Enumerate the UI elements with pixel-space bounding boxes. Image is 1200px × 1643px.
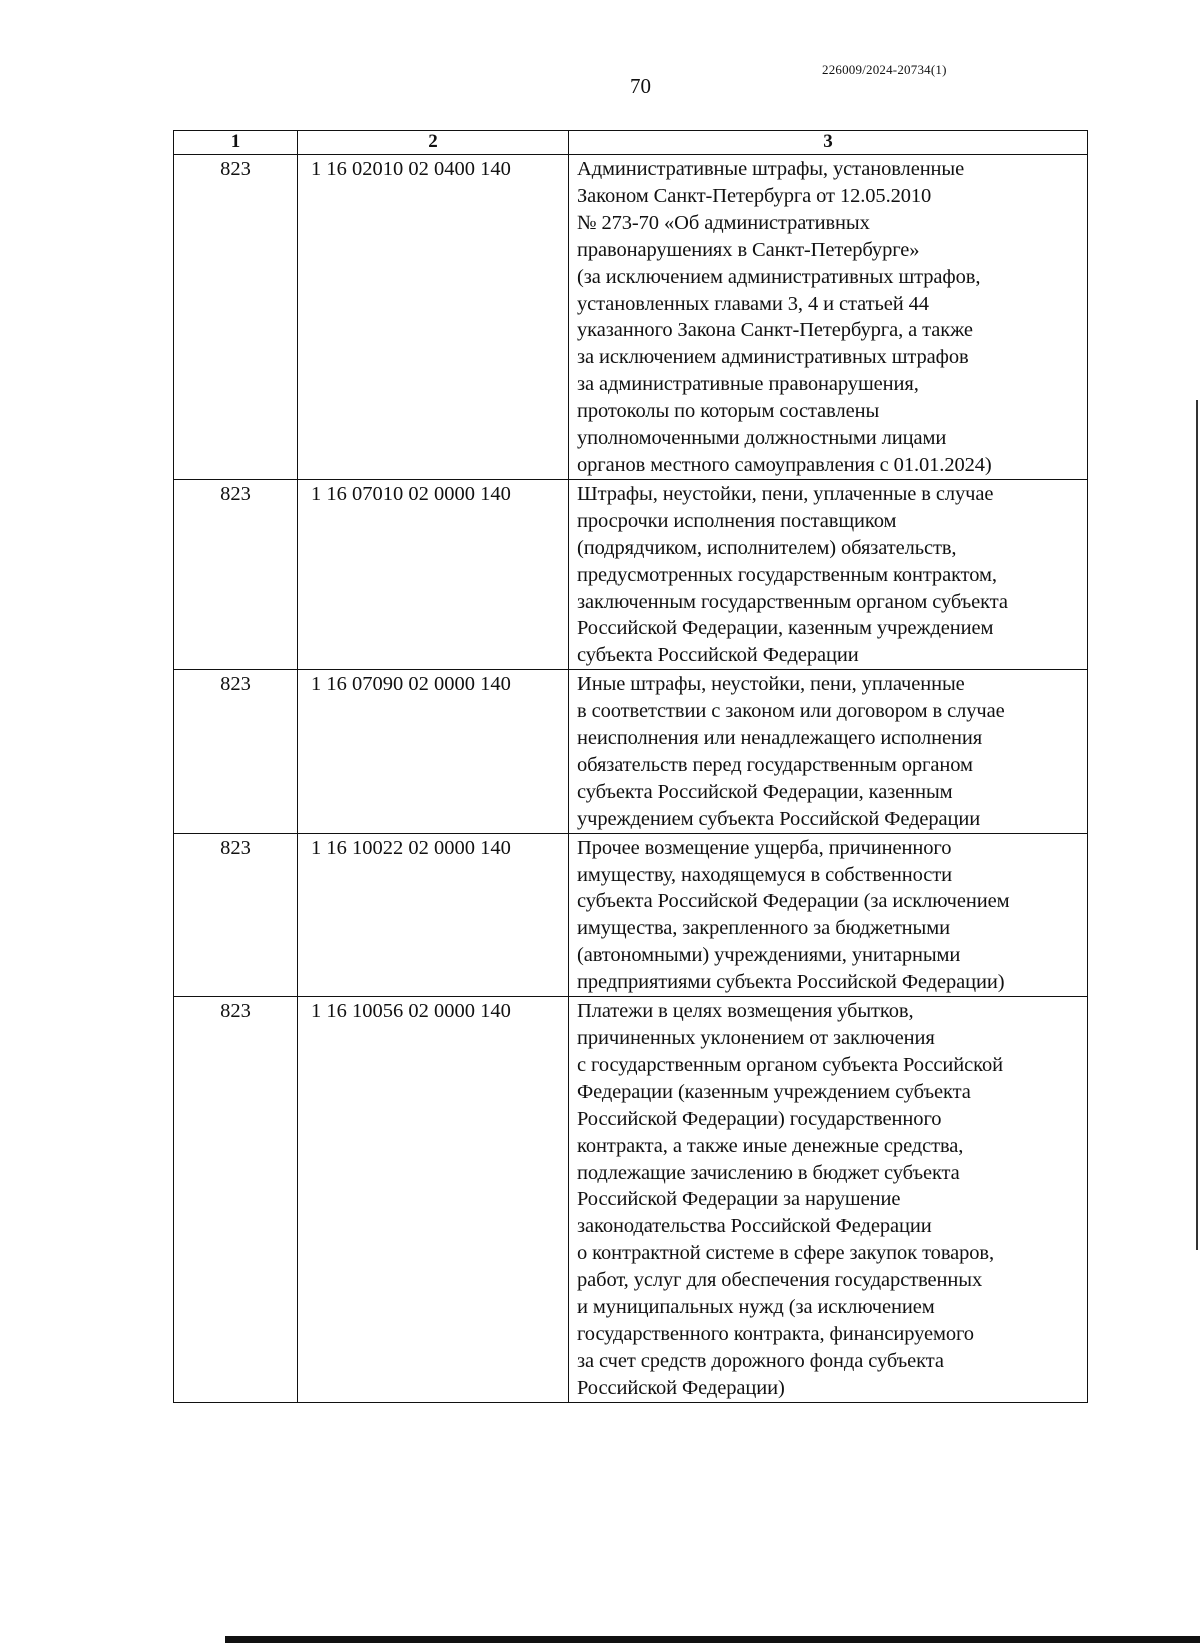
revenue-name-cell: Штрафы, неустойки, пени, уплаченные в случае просрочки исполнения поставщиком (подрядчиком, исполнителем) обязательств, предусмотренных государственным контрактом, заключенным государственным органом субъекта Российской Федерации, казенным учреждением субъекта Российской Федерации <box>569 479 1088 669</box>
revenue-name-cell: Платежи в целях возмещения убытков, причиненных уклонением от заключения с государственным органом субъекта Российской Федерации (казенным учреждением субъекта Российской Федерации) государственного контракта, а также иные денежные средства, подлежащие зачислению в бюджет субъекта Российской Федерации за нарушение законодательства Российской Федерации о контрактной системе в сфере закупок товаров, работ, услуг для обеспечения государственных и муниципальных нужд (за исключением государственного контракта, финансируемого за счет средств дорожного фонда субъекта Российской Федерации) <box>569 997 1088 1403</box>
table-row <box>174 155 1088 480</box>
admin-code-cell: 823 <box>174 479 298 669</box>
budget-revenue-table <box>173 130 1088 1403</box>
budget-code-cell: 1 16 02010 02 0400 140 <box>298 155 569 480</box>
table-row <box>174 997 1088 1403</box>
column-header-1: 1 <box>174 131 298 155</box>
column-header-3: 3 <box>569 131 1088 155</box>
admin-code-cell: 823 <box>174 833 298 996</box>
admin-code-cell: 823 <box>174 670 298 833</box>
table-row <box>174 670 1088 833</box>
table-row <box>174 833 1088 996</box>
scan-bottom-border <box>225 1636 1200 1643</box>
budget-code-cell: 1 16 10022 02 0000 140 <box>298 833 569 996</box>
document-registration-number: 226009/2024-20734(1) <box>822 62 947 77</box>
budget-code-cell: 1 16 07010 02 0000 140 <box>298 479 569 669</box>
revenue-name-cell: Прочее возмещение ущерба, причиненного имуществу, находящемуся в собственности субъекта Российской Федерации (за исключением имущества, закрепленного за бюджетными (автономными) учреждениями, унитарными предприятиями субъекта Российской Федерации) <box>569 833 1088 996</box>
revenue-name-cell: Административные штрафы, установленные Законом Санкт-Петербурга от 12.05.2010 № 273-70 «Об административных правонарушениях в Санкт-Петербурге» (за исключением административных штрафов, установленных главами 3, 4 и статьей 44 указанного Закона Санкт-Петербурга, а также за исключением административных штрафов за административные правонарушения, протоколы по которым составлены уполномоченными должностными лицами органов местного самоуправления с 01.01.2024) <box>569 155 1088 480</box>
table-row <box>174 479 1088 669</box>
budget-code-cell: 1 16 07090 02 0000 140 <box>298 670 569 833</box>
column-header-2: 2 <box>298 131 569 155</box>
budget-code-cell: 1 16 10056 02 0000 140 <box>298 997 569 1403</box>
admin-code-cell: 823 <box>174 997 298 1403</box>
scan-edge-line <box>1196 400 1198 1250</box>
revenue-name-cell: Иные штрафы, неустойки, пени, уплаченные в соответствии с законом или договором в случае неисполнения или ненадлежащего исполнения обязательств перед государственным органом субъекта Российской Федерации, казенным учреждением субъекта Российской Федерации <box>569 670 1088 833</box>
page-number: 70 <box>630 74 651 98</box>
admin-code-cell: 823 <box>174 155 298 480</box>
table-header-row <box>174 131 1088 155</box>
